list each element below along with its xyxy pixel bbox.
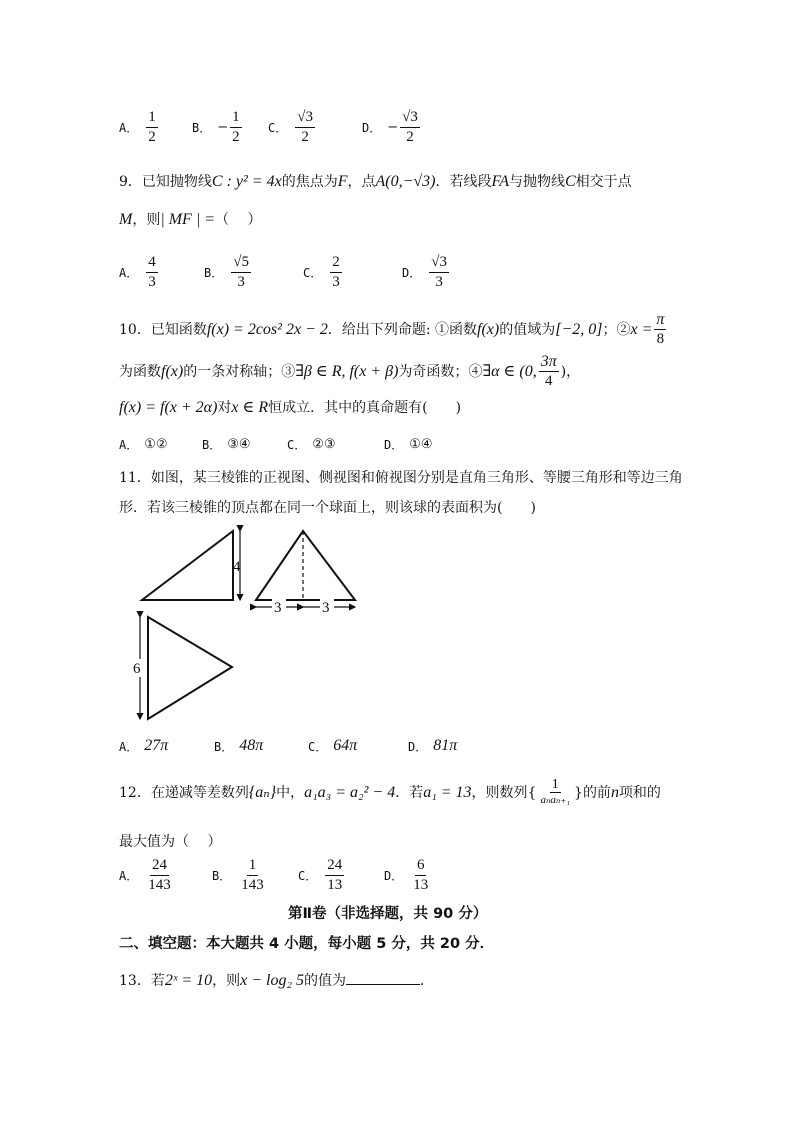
fraction: $\frac{\pi}{8}$ xyxy=(656,311,665,347)
q11-choice-a: A． 27π xyxy=(119,737,169,754)
q11-choice-b: B． 48π xyxy=(214,737,264,754)
q12-choice-b: B． $\frac{1}{143}$ xyxy=(212,857,264,893)
q12-line-2: 最大值为（ ） xyxy=(119,834,222,850)
q9-choice-a: A． $\frac{4}{3}$ xyxy=(119,254,156,290)
fraction: $\frac{√3}{2}$ xyxy=(402,109,418,145)
q11-choice-d: D． 81π xyxy=(408,737,458,754)
q12-choice-d: D． $\frac{6}{13}$ xyxy=(384,857,429,893)
q10-choice-b: B． ③④ xyxy=(202,437,251,452)
fraction: $\frac{1}{2}$ xyxy=(232,109,240,145)
side-half-right-label: 3 xyxy=(322,600,330,616)
section-part-heading: 二、填空题：本大题共 4 小题，每小题 5 分，共 20 分． xyxy=(119,936,495,952)
front-height-label: 4 xyxy=(233,559,241,575)
three-view-figure xyxy=(120,525,370,725)
fraction: $\frac{1}{143}$ xyxy=(241,857,264,893)
fraction: $\frac{√3}{2}$ xyxy=(297,109,313,145)
fraction: $\frac{1}{\text{aₙaₙ₊₁}}$ xyxy=(540,777,571,806)
q12-choice-a: A． $\frac{24}{143}$ xyxy=(119,857,171,893)
top-view-triangle xyxy=(148,617,232,719)
fraction: $\frac{24}{143}$ xyxy=(148,857,171,893)
q9-choice-d: D． $\frac{√3}{3}$ xyxy=(402,254,447,290)
fraction: $\frac{√3}{3}$ xyxy=(431,254,447,290)
q10-choice-a: A． ①② xyxy=(119,437,168,452)
q10-choice-c: C． ②③ xyxy=(287,437,336,452)
q9-line-1: 9．已知抛物线C : y² = 4x的焦点为F，点A(0,−√3)．若线段FA与抛物线C相交于点 xyxy=(119,173,632,190)
q9-choice-c: C． $\frac{2}{3}$ xyxy=(303,254,340,290)
front-view-triangle xyxy=(142,531,233,600)
answer-blank[interactable] xyxy=(346,970,420,985)
q12-choice-c: C． $\frac{24}{13}$ xyxy=(298,857,343,893)
fraction: $\frac{24}{13}$ xyxy=(327,857,343,893)
q8-choice-c: C． $\frac{√3}{2}$ xyxy=(268,109,313,145)
fraction: $\frac{1}{2}$ xyxy=(148,109,156,145)
q10-line-3: f(x) = f(x + 2α)对x ∈ R恒成立．其中的真命题有( ) xyxy=(119,399,462,416)
section-title: 第Ⅱ卷（非选择题，共 90 分） xyxy=(288,906,488,922)
q8-choice-a: A． $\frac{1}{2}$ xyxy=(119,109,156,145)
side-view-triangle xyxy=(256,531,355,600)
q11-line-1: 11．如图，某三棱锥的正视图、侧视图和俯视图分别是直角三角形、等腰三角形和等边三角 xyxy=(119,470,683,486)
fraction: $\frac{√5}{3}$ xyxy=(233,254,249,290)
q13-line: 13．若2ˣ = 10，则x − log₂ 5的值为 ． xyxy=(119,972,435,989)
q10-choice-d: D． ①④ xyxy=(384,437,433,452)
fraction: $\frac{6}{13}$ xyxy=(413,857,429,893)
q8-choice-b: B． − $\frac{1}{2}$ xyxy=(192,109,240,145)
fraction: $\frac{2}{3}$ xyxy=(332,254,340,290)
q9-line-2: M，则| MF | =（ ） xyxy=(119,211,262,228)
q10-line-2: 为函数 f(x) 的一条对称轴；③ ∃β ∈ R, f(x + β) 为奇函数；④ ∃α ∈ (0, $\frac{3\pi}{4}$ )， xyxy=(119,353,581,389)
q9-choice-b: B． $\frac{√5}{3}$ xyxy=(204,254,249,290)
q8-choice-d: D． − $\frac{√3}{2}$ xyxy=(362,109,418,145)
q12-line-1: 12．在递减等差数列 {aₙ} 中， a₁a₃ = a₂² − 4 ．若 a₁ = 13 ，则数列 { $\frac{1}{\text{aₙaₙ₊₁}}$ } 的前 n 项和的 xyxy=(119,777,661,806)
fraction: $\frac{3\pi}{4}$ xyxy=(540,353,557,389)
q11-line-2: 形．若该三棱锥的顶点都在同一个球面上，则该球的表面积为( ) xyxy=(119,500,536,516)
q10-line-1: 10．已知函数 f(x) = 2cos² 2x − 2 ．给出下列命题: ①函数 f(x) 的值域为 [−2, 0] ；② x = $\frac{\pi}{8}$ xyxy=(119,311,665,347)
fraction: $\frac{4}{3}$ xyxy=(148,254,156,290)
side-half-left-label: 3 xyxy=(274,600,282,616)
q11-choice-c: C． 64π xyxy=(308,737,358,754)
top-height-label: 6 xyxy=(133,661,141,677)
